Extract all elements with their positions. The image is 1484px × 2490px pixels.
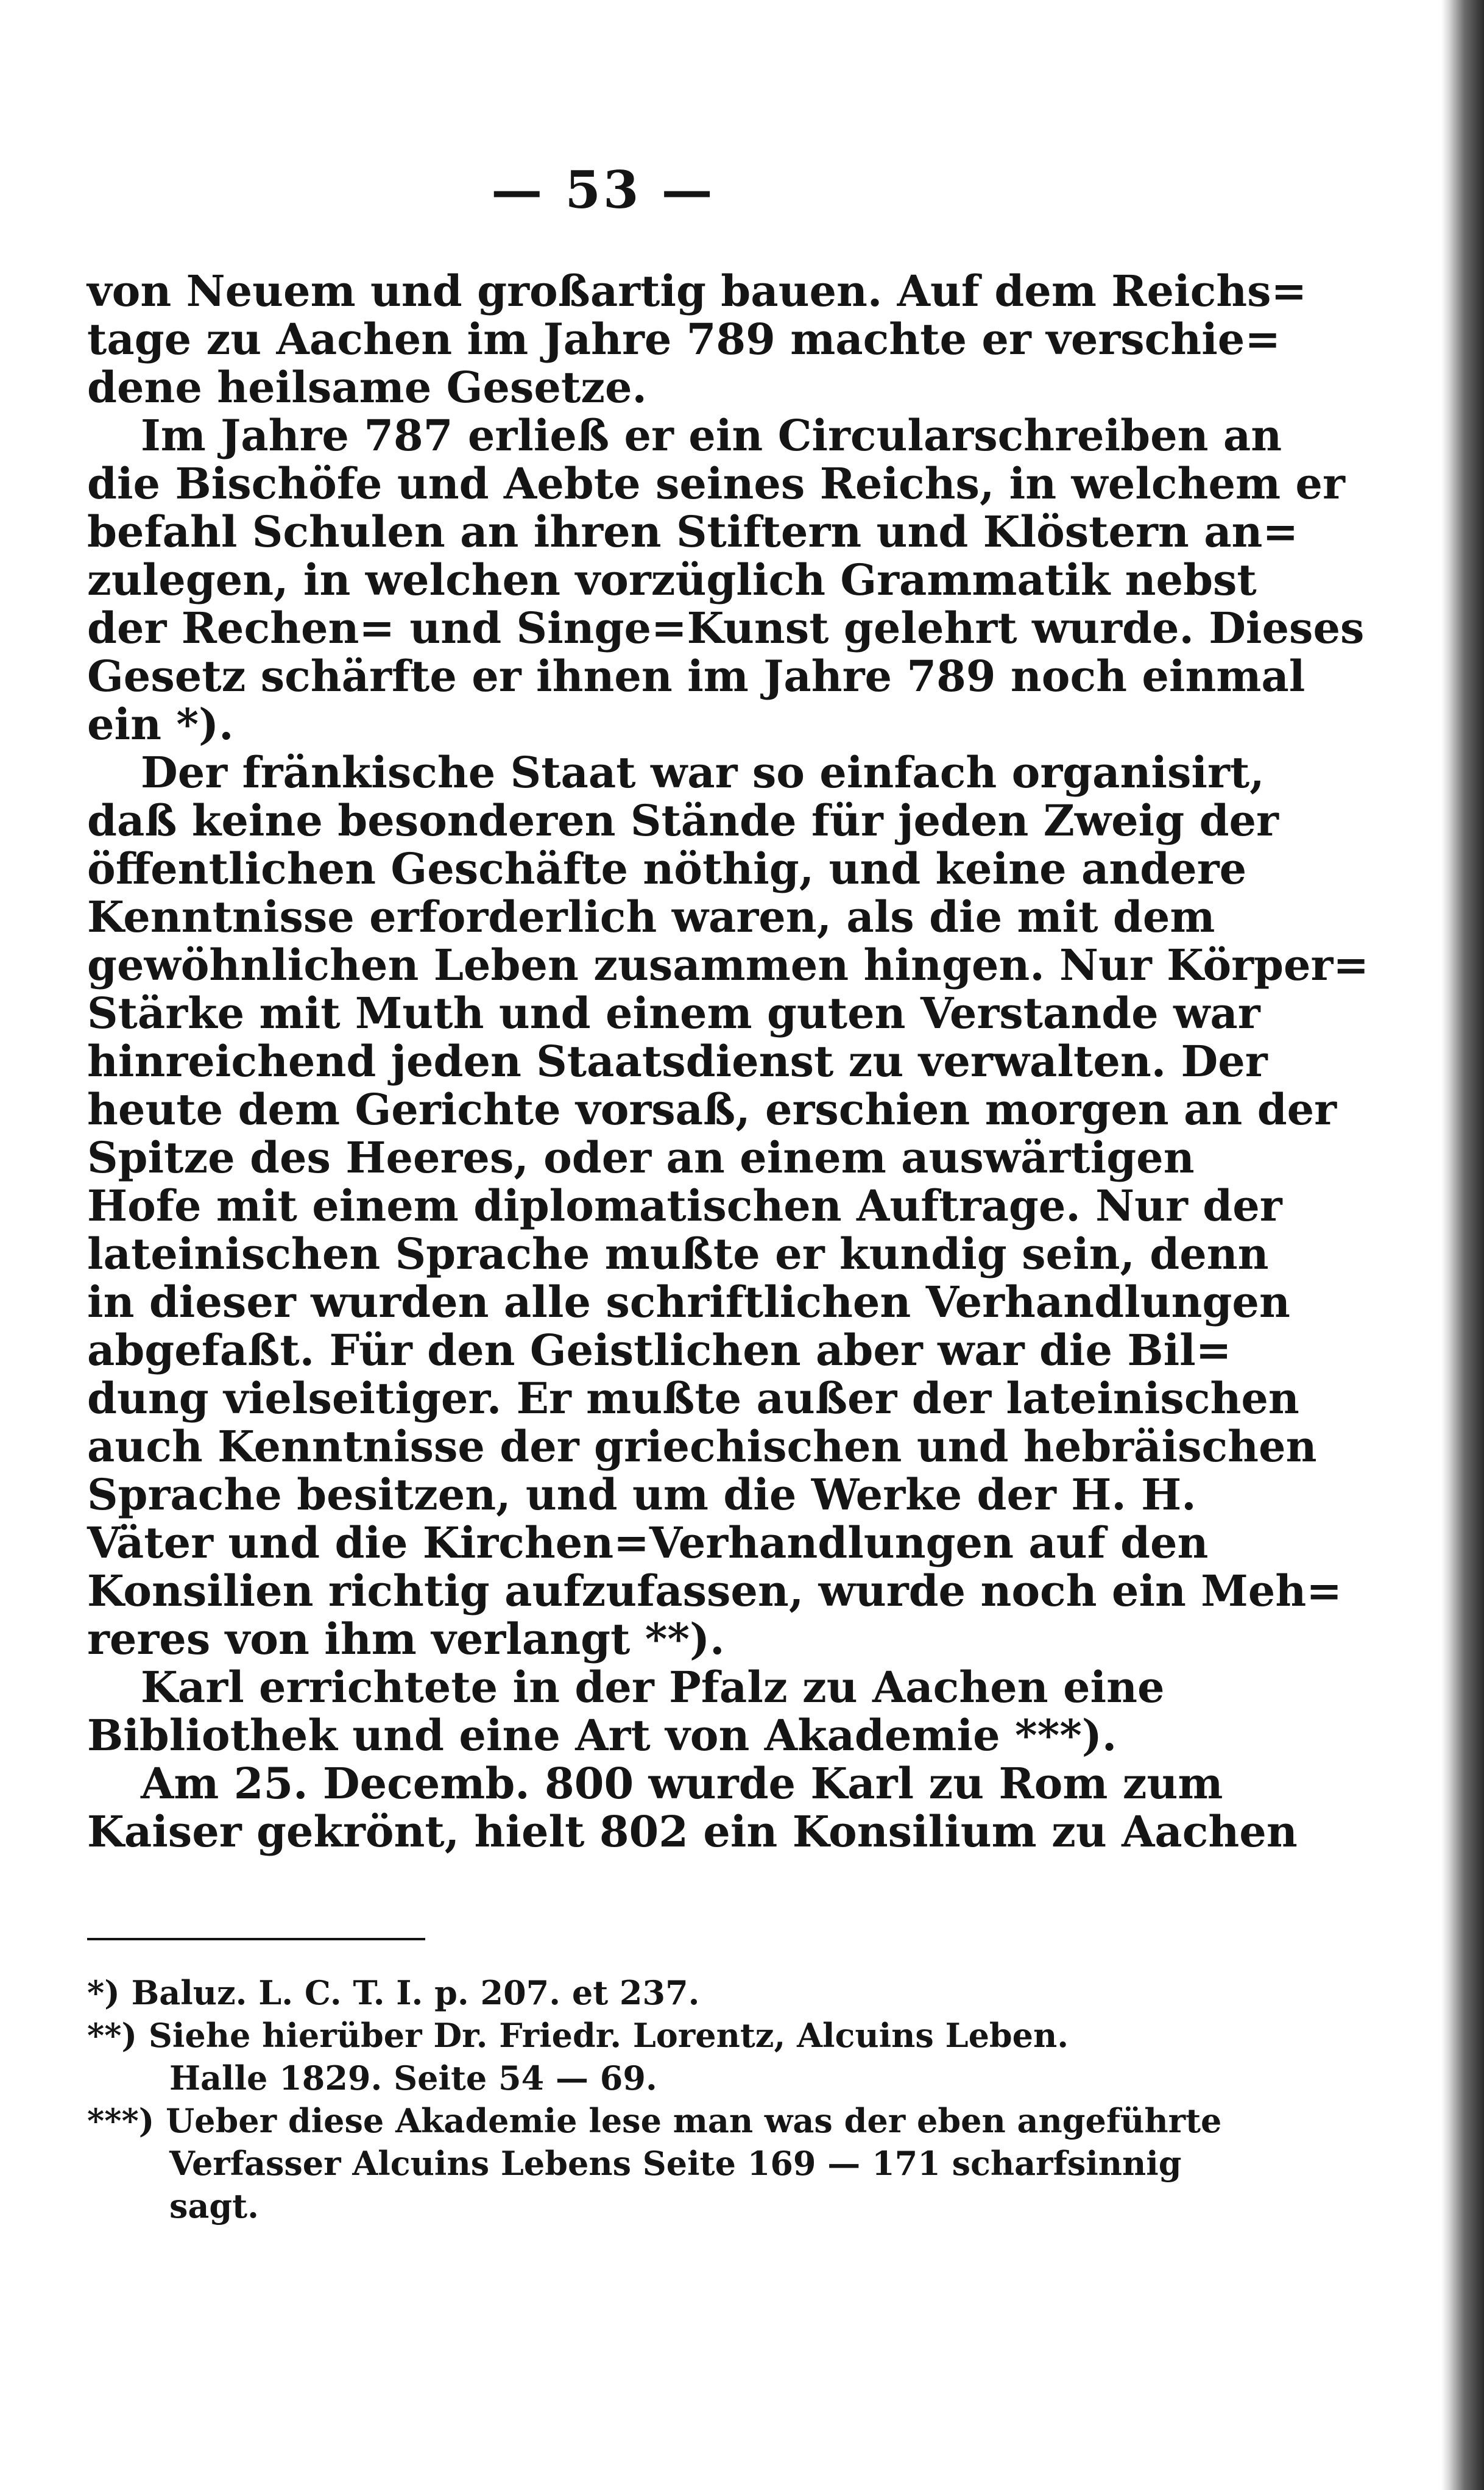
text-line: von Neuem und großartig bauen. Auf dem Reichs= <box>87 266 1307 316</box>
footnote-mark: **) <box>87 2016 138 2055</box>
text-line: abgefaßt. Für den Geistlichen aber war die Bil= <box>87 1325 1232 1375</box>
text-line: Sprache besitzen, und um die Werke der H. H. <box>87 1469 1196 1520</box>
footnote-text: Baluz. L. C. T. I. p. 207. et 237. <box>131 1973 700 2012</box>
text-line: tage zu Aachen im Jahre 789 machte er verschie= <box>87 314 1281 364</box>
footnote-3 <box>87 2099 1222 2142</box>
text-line: Konsilien richtig aufzufassen, wurde noch ein Meh= <box>87 1566 1342 1616</box>
text-line: Am 25. Decemb. 800 wurde Karl zu Rom zum <box>141 1758 1223 1809</box>
text-line: der Rechen= und Singe=Kunst gelehrt wurde. Dieses <box>87 603 1365 653</box>
text-line: Bibliothek und eine Art von Akademie ***). <box>87 1710 1117 1761</box>
text-line: auch Kenntnisse der griechischen und hebräischen <box>87 1421 1317 1472</box>
text-line: Karl errichtete in der Pfalz zu Aachen eine <box>141 1662 1165 1712</box>
text-line: Der fränkische Staat war so einfach organisirt, <box>141 747 1265 798</box>
footnote-2 <box>87 2014 1156 2057</box>
footnote-mark: ***) <box>87 2101 155 2140</box>
footnote-continuation: Halle 1829. Seite 54 — 69. <box>169 2059 657 2098</box>
text-line: gewöhnlichen Leben zusammen hingen. Nur Körper= <box>87 940 1369 990</box>
text-line: Gesetz schärfte er ihnen im Jahre 789 noch einmal <box>87 651 1306 701</box>
footnote-divider <box>87 1938 425 1940</box>
text-line: Stärke mit Muth und einem guten Verstande war <box>87 988 1260 1038</box>
body-text <box>87 266 1369 1857</box>
footnotes <box>87 1971 1222 2227</box>
text-line: Spitze des Heeres, oder an einem auswärtigen <box>87 1132 1195 1183</box>
text-line: Kenntnisse erforderlich waren, als die mit dem <box>87 892 1215 942</box>
text-line: dene heilsame Gesetze. <box>87 362 647 413</box>
binding-edge <box>1441 0 1484 2490</box>
footnote-mark: *) <box>87 1973 120 2012</box>
text-line: hinreichend jeden Staatsdienst zu verwalten. Der <box>87 1036 1268 1087</box>
text-line: daß keine besonderen Stände für jeden Zweig der <box>87 795 1279 846</box>
page-number: — 53 — <box>491 160 715 220</box>
text-line: Hofe mit einem diplomatischen Auftrage. Nur der <box>87 1180 1282 1231</box>
text-line: in dieser wurden alle schriftlichen Verhandlungen <box>87 1277 1290 1327</box>
text-line: zulegen, in welchen vorzüglich Grammatik nebst <box>87 555 1257 605</box>
text-line: dung vielseitiger. Er mußte außer der lateinischen <box>87 1373 1299 1424</box>
text-line: öffentlichen Geschäfte nöthig, und keine andere <box>87 843 1247 894</box>
text-line: die Bischöfe und Aebte seines Reichs, in welchem er <box>87 458 1345 509</box>
footnote-text: Ueber diese Akademie lese man was der eben angeführte <box>166 2101 1222 2140</box>
footnote-continuation: sagt. <box>169 2187 259 2226</box>
footnote-text: Siehe hierüber Dr. Friedr. Lorentz, Alcuins Leben. <box>148 2016 1069 2055</box>
text-line: befahl Schulen an ihren Stiftern und Klöstern an= <box>87 506 1299 557</box>
text-line: Väter und die Kirchen=Verhandlungen auf den <box>87 1517 1209 1568</box>
footnote-continuation: Verfasser Alcuins Lebens Seite 169 — 171 scharfsinnig <box>169 2144 1182 2183</box>
text-line: heute dem Gerichte vorsaß, erschien morgen an der <box>87 1084 1337 1135</box>
text-line: Im Jahre 787 erließ er ein Circularschreiben an <box>141 410 1282 461</box>
text-line: ein *). <box>87 699 234 750</box>
footnote-1 <box>87 1971 1156 2014</box>
text-line: lateinischen Sprache mußte er kundig sein, denn <box>87 1229 1269 1279</box>
text-line: reres von ihm verlangt **). <box>87 1614 725 1664</box>
text-line: Kaiser gekrönt, hielt 802 ein Konsilium zu Aachen <box>87 1806 1298 1857</box>
